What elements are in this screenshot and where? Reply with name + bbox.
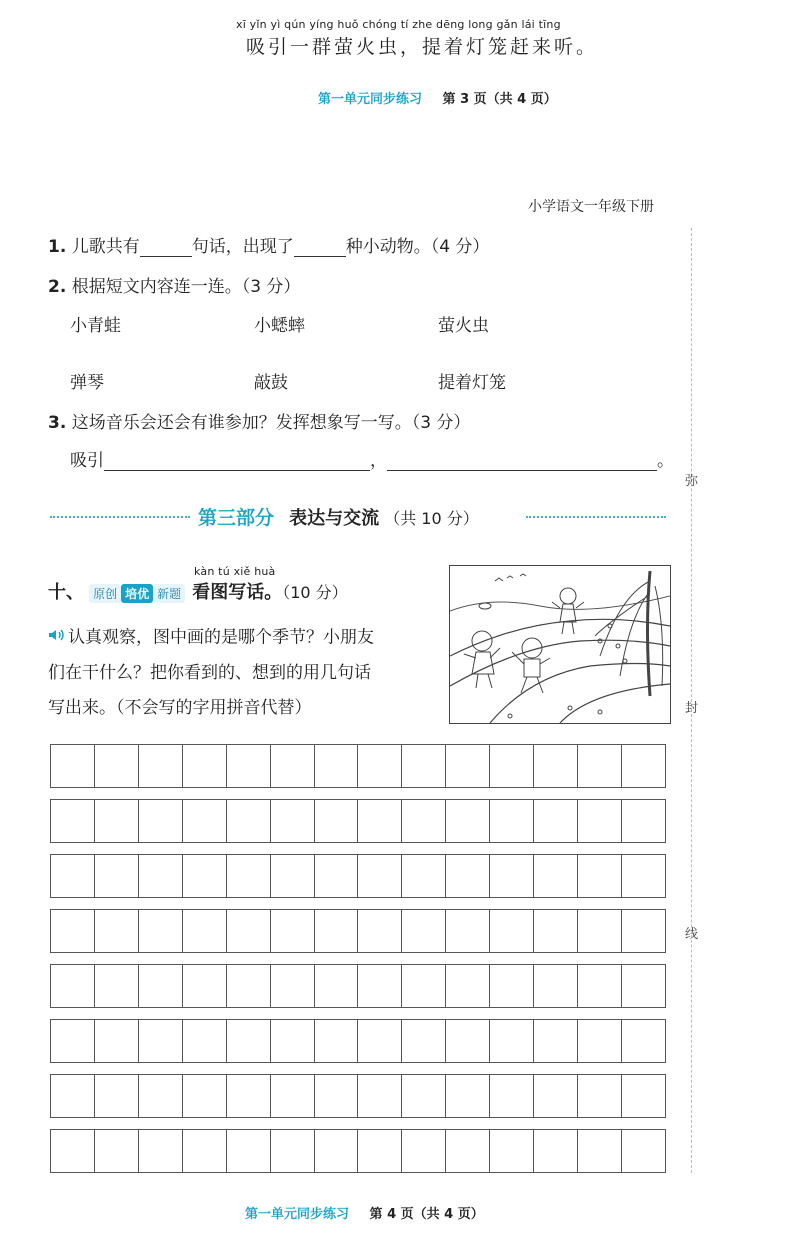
question-10 [48, 578, 348, 604]
q2-text: 根据短文内容连一连。（3 分） [71, 277, 301, 297]
q2-animal-2[interactable]: 小蟋蟀 [254, 316, 305, 336]
margin-label-feng: 封 [685, 701, 699, 716]
q10-instruction-line-1: 认真观察，图中画的是哪个季节？小朋友 [68, 627, 374, 648]
q10-instructions [48, 620, 448, 726]
q2-number: 2. [48, 277, 67, 297]
badge-advanced: 培优 [121, 584, 153, 603]
q10-instruction-line-2: 们在干什么？把你看到的、想到的用几句话 [48, 662, 371, 683]
margin-label-xian: 线 [685, 927, 699, 942]
header-right: 小学语文一年级下册 [528, 199, 654, 215]
grid-row[interactable] [50, 1129, 666, 1173]
section-subtitle: 表达与交流 [289, 508, 380, 529]
q3-comma: ， [370, 451, 387, 471]
question-2 [48, 272, 300, 297]
speaker-icon[interactable] [48, 620, 64, 655]
page3-footer [318, 88, 557, 107]
q1-blank-1[interactable] [140, 238, 192, 257]
page3-footer-unit: 第一单元同步练习 [318, 92, 423, 107]
q3-prefix: 吸引 [70, 451, 104, 471]
section-divider-left [50, 516, 190, 518]
q1-text-a: 儿歌共有 [71, 237, 140, 257]
q3-text: 这场音乐会还会有谁参加？发挥想象写一写。（3 分） [71, 413, 471, 433]
grid-row[interactable] [50, 799, 666, 843]
q2-action-1[interactable]: 弹琴 [70, 373, 104, 393]
q10-pinyin: kàn tú xiě huà [194, 565, 276, 578]
q10-title: 看图写话。 [192, 582, 283, 603]
grid-row[interactable] [50, 854, 666, 898]
q3-blank-1[interactable] [104, 452, 370, 471]
grid-row[interactable] [50, 744, 666, 788]
section-title: 第三部分 [198, 507, 275, 529]
q10-number: 十、 [48, 582, 84, 603]
q2-action-2[interactable]: 敲鼓 [254, 373, 288, 393]
grid-row[interactable] [50, 1074, 666, 1118]
q3-blank-2[interactable] [387, 452, 657, 471]
badge-new: 新题 [153, 584, 185, 603]
q1-blank-2[interactable] [294, 238, 346, 257]
page4-footer-unit: 第一单元同步练习 [245, 1207, 350, 1222]
page4-footer [245, 1203, 484, 1222]
q2-action-3[interactable]: 提着灯笼 [438, 373, 506, 393]
badge-original: 原创 [89, 584, 121, 603]
q2-animal-1[interactable]: 小青蛙 [70, 316, 121, 336]
q1-text-c: 种小动物。（4 分） [345, 237, 490, 257]
grid-row[interactable] [50, 909, 666, 953]
page3-footer-page: 第 3 页（共 4 页） [442, 92, 557, 107]
page4-footer-page: 第 4 页（共 4 页） [369, 1207, 484, 1222]
top-pinyin: xī yǐn yì qún yíng huǒ chóng tí zhe dēng long gǎn lái tīng [236, 18, 561, 31]
top-sentence: 吸引一群萤火虫，提着灯笼赶来听。 [246, 36, 599, 58]
section-header [198, 503, 479, 530]
spring-illustration [449, 565, 671, 724]
question-1 [48, 232, 489, 257]
question-3 [48, 408, 470, 433]
q10-instruction-line-3: 写出来。（不会写的字用拼音代替） [48, 697, 312, 718]
q3-answer-line [70, 446, 674, 471]
margin-label-mi: 弥 [685, 474, 699, 489]
section-points: （共 10 分） [384, 509, 479, 528]
q1-text-b: 句话，出现了 [191, 237, 294, 257]
q3-period: 。 [657, 451, 674, 471]
q10-points: （10 分） [282, 583, 348, 602]
grid-row[interactable] [50, 1019, 666, 1063]
grid-row[interactable] [50, 964, 666, 1008]
q3-number: 3. [48, 413, 67, 433]
q1-number: 1. [48, 237, 67, 257]
section-divider-right [526, 516, 666, 518]
q2-animal-3[interactable]: 萤火虫 [438, 316, 489, 336]
